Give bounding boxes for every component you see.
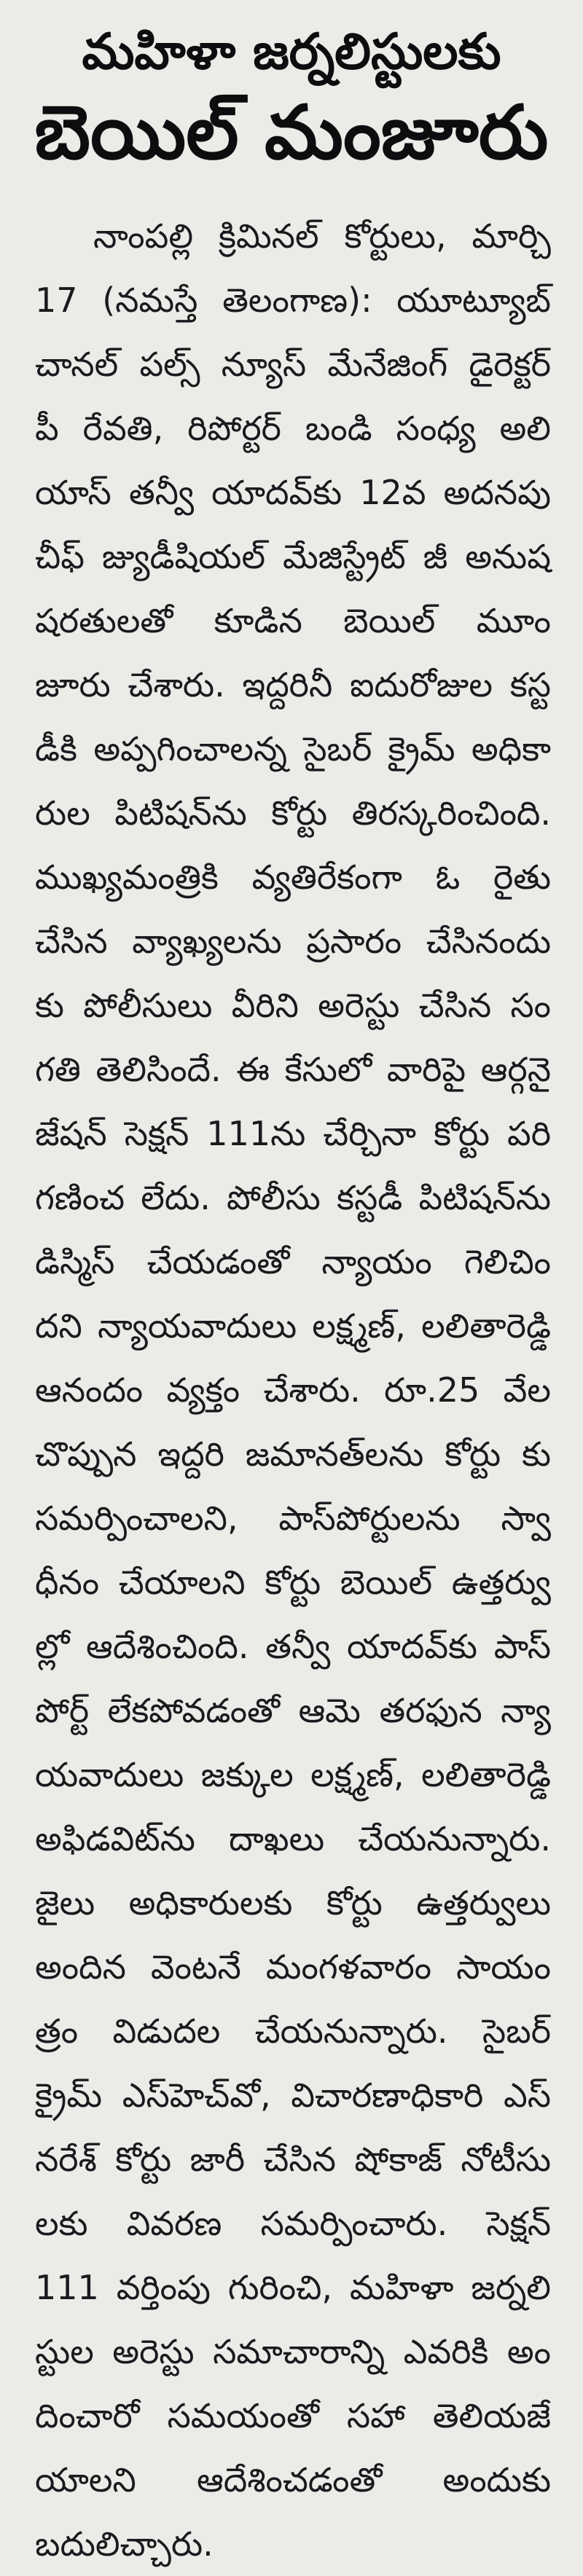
article-line: పీ రేవతి, రిపోర్టర్ బండి సంధ్య అలి: [35, 409, 551, 449]
article-line: జేషన్ సెక్షన్ 111ను చేర్చినా కోర్టు పరి: [35, 1114, 551, 1154]
headline-line-1: మహిళా జర్నలిస్టులకు: [82, 23, 501, 81]
article-line: గతి తెలిసిందే. ఈ కేసులో వారిపై ఆర్గనై: [35, 1050, 551, 1090]
article-line: పోర్ట్ లేకపోవడంతో ఆమె తరఫున న్యా: [35, 1691, 551, 1731]
headline-line-2: బెయిల్ మంజూరు: [34, 90, 549, 177]
article-line: చానల్ పల్స్ న్యూస్ మేనేజింగ్ డైరెక్టర్: [35, 345, 551, 385]
article-line: చీఫ్ జ్యుడీషియల్ మేజిస్ట్రేట్ జీ అనుష: [35, 537, 551, 577]
article-line: డీకి అప్పగించాలన్న సైబర్ క్రైమ్ అధికా: [35, 729, 551, 769]
article-line: యాస్ తన్వీ యాదవ్‌కు 12వ అదనపు: [35, 473, 551, 513]
article-line: దని న్యాయవాదులు లక్ష్మణ్, లలితారెడ్డి: [35, 1306, 551, 1346]
article-line: బదులిచ్చారు.: [35, 2524, 214, 2564]
article-line: జైలు అధికారులకు కోర్టు ఉత్తర్వులు: [35, 1883, 551, 1923]
article-line: జూరు చేశారు. ఇద్దరినీ ఐదురోజుల కస్ట: [35, 665, 551, 705]
article-body: [25, 204, 558, 2576]
article-line: క్రైమ్ ఎస్‌హెచ్‌వో, విచారణాధికారి ఎస్: [35, 2076, 551, 2116]
article-line: ల్లో ఆదేశించింది. తన్వీ యాదవ్‌కు పాస్: [35, 1627, 551, 1667]
article-line: చొప్పున ఇద్దరి జమానత్‌లను కోర్టు కు: [35, 1434, 551, 1474]
article-line: 111 వర్తింపు గురించి, మహిళా జర్నలి: [35, 2268, 551, 2308]
article-line: దించారో సమయంతో సహా తెలియజే: [35, 2396, 551, 2436]
article-line: చేసిన వ్యాఖ్యలను ప్రసారం చేసినందు: [35, 922, 551, 962]
article-line: గణించ లేదు. పోలీసు కస్టడీ పిటిషన్‌ను: [35, 1178, 551, 1218]
article-line: ముఖ్యమంత్రికి వ్యతిరేకంగా ఓ రైతు: [35, 857, 551, 898]
article-line: నరేశ్ కోర్టు జారీ చేసిన షోకాజ్ నోటీసు: [35, 2140, 551, 2180]
article-line: ఆనందం వ్యక్తం చేశారు. రూ.25 వేల: [35, 1370, 551, 1410]
article-line: కు పోలీసులు వీరిని అరెస్టు చేసిన సం: [35, 986, 551, 1026]
article-line: లకు వివరణ సమర్పించారు. సెక్షన్: [35, 2204, 551, 2244]
article-line: రుల పిటిషన్‌ను కోర్టు తిరస్కరించింది.: [35, 793, 551, 833]
article-line: నాంపల్లి క్రిమినల్ కోర్టులు, మార్చి: [93, 216, 551, 256]
article-line: ధీనం చేయాలని కోర్టు బెయిల్ ఉత్తర్వు: [35, 1563, 551, 1603]
article-line: అఫిడవిట్‌ను దాఖలు చేయనున్నారు.: [35, 1819, 551, 1859]
article-line: 17 (నమస్తే తెలంగాణ): యూట్యూబ్: [35, 280, 551, 321]
article-line: యవాదులు జక్కుల లక్ష్మణ్, లలితారెడ్డి: [35, 1755, 551, 1795]
article-line: డిస్మిస్ చేయడంతో న్యాయం గెలిచిం: [35, 1242, 551, 1282]
article-line: త్రం విడుదల చేయనున్నారు. సైబర్: [35, 2011, 551, 2051]
article-line: అందిన వెంటనే మంగళవారం సాయం: [35, 1947, 551, 1987]
article-line: స్టుల అరెస్టు సమాచారాన్ని ఎవరికి అం: [35, 2332, 551, 2372]
article-line: యాలని ఆదేశించడంతో అందుకు: [35, 2460, 551, 2500]
article-line: షరతులతో కూడిన బెయిల్ మూం: [35, 601, 551, 641]
article-line: సమర్పించాలని, పాస్‌పోర్టులను స్వా: [35, 1499, 551, 1539]
